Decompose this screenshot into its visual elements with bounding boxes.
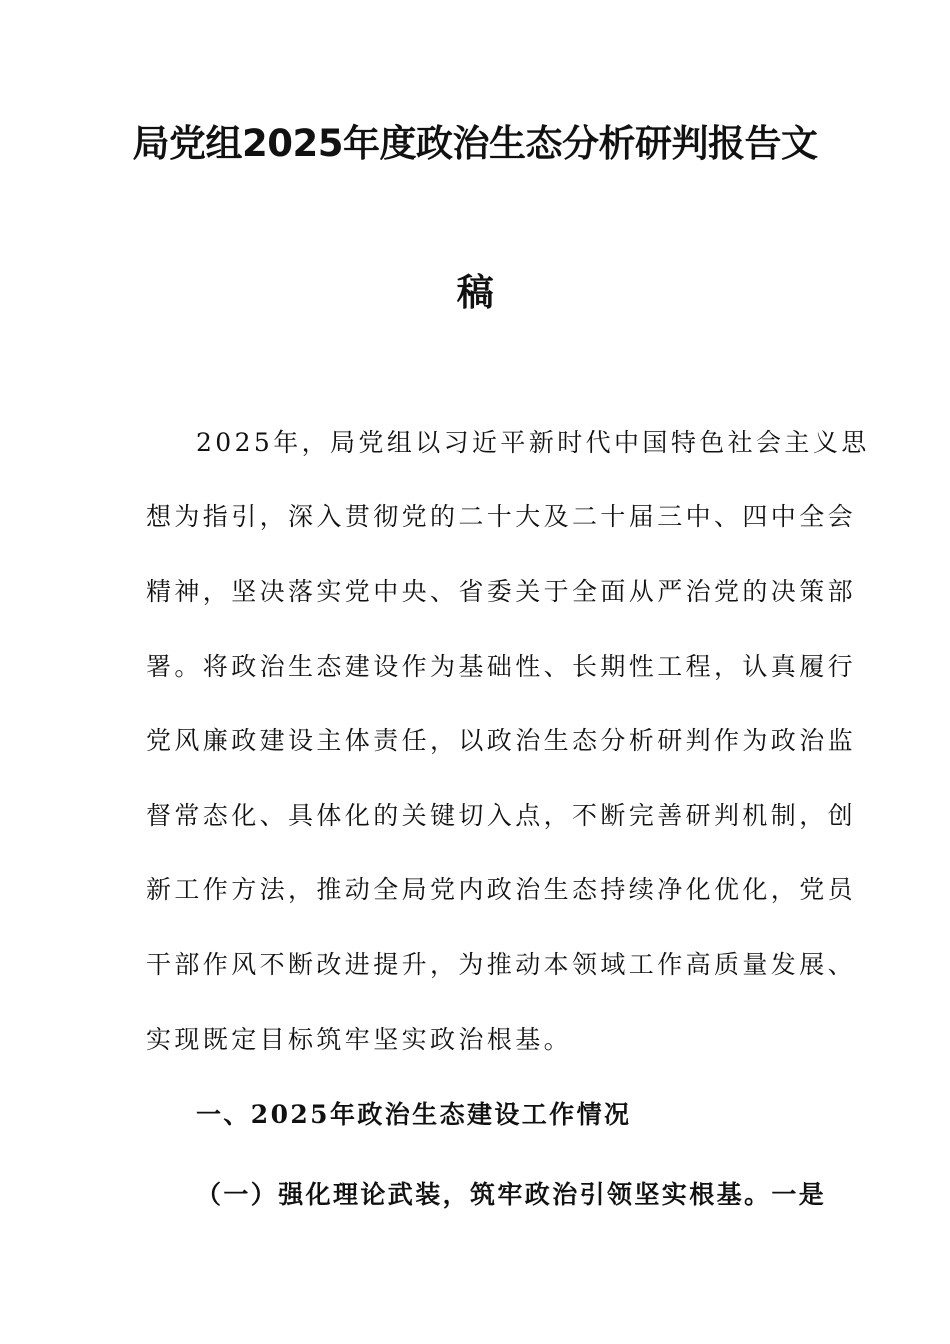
paragraph-line: 实现既定目标筑牢坚实政治根基。 (146, 1025, 573, 1054)
section-heading: 一、2025年政治生态建设工作情况 (196, 1100, 632, 1129)
paragraph-line: 党风廉政建设主体责任，以政治生态分析研判作为政治监 (146, 726, 857, 755)
paragraph-line: 新工作方法，推动全局党内政治生态持续净化优化，党员 (146, 875, 857, 904)
paragraph-line: 想为指引，深入贯彻党的二十大及二十届三中、四中全会 (146, 502, 857, 531)
document-title-line-1: 局党组2025年度政治生态分析研判报告文 (132, 122, 818, 165)
document-title-line-2: 稿 (456, 271, 494, 314)
sub-heading: （一）强化理论武装，筑牢政治引领坚实根基。一是 (196, 1180, 827, 1209)
paragraph-line: 署。将政治生态建设作为基础性、长期性工程，认真履行 (146, 652, 857, 681)
paragraph-line: 2025年，局党组以习近平新时代中国特色社会主义思 (196, 428, 870, 457)
paragraph-line: 精神，坚决落实党中央、省委关于全面从严治党的决策部 (146, 577, 857, 606)
paragraph-line: 干部作风不断改进提升，为推动本领域工作高质量发展、 (146, 950, 857, 979)
paragraph-line: 督常态化、具体化的关键切入点，不断完善研判机制，创 (146, 801, 857, 830)
